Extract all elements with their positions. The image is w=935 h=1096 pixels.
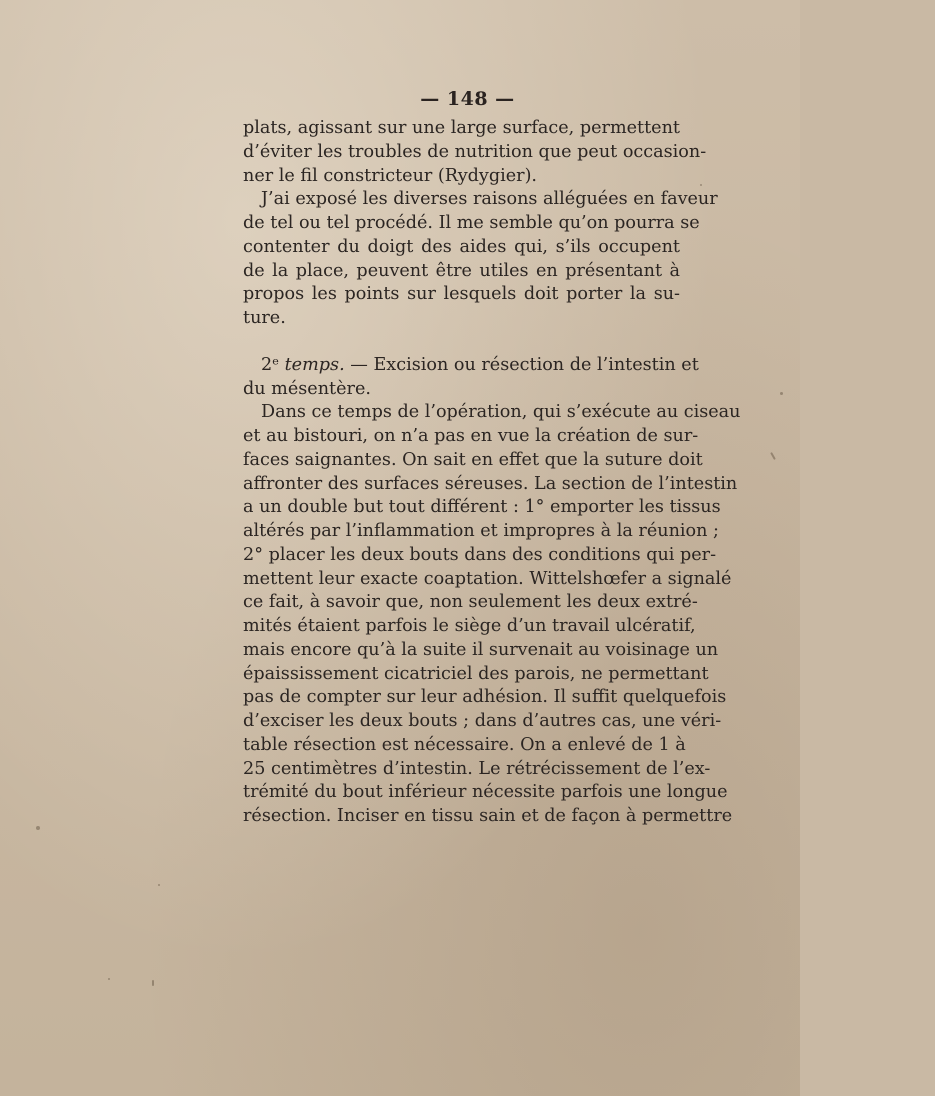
text-line: mais encore qu’à la suite il survenait au voisinage un [243, 639, 719, 660]
section-heading-line [243, 354, 699, 378]
heading-italic-word: temps. [284, 354, 345, 375]
page-number: — 148 — [420, 88, 515, 110]
text-line: trémité du bout inférieur nécessite parfois une longue [243, 782, 728, 803]
text-line: affronter des surfaces séreuses. La section de l’intestin [243, 473, 738, 494]
text-line: de la place, peuvent être utiles en présentant à [243, 260, 680, 281]
text-line: de tel ou tel procédé. Il me semble qu’on pourra se [243, 213, 700, 233]
text-line: a un double but tout différent : 1° emporter les tissus [243, 497, 721, 518]
text-line: table résection est nécessaire. On a enlevé de 1 à [243, 734, 686, 755]
text-line: mités étaient parfois le siège d’un travail ulcératif, [243, 616, 696, 636]
text-line: 2° placer les deux bouts dans des conditions qui per- [243, 544, 717, 565]
paper-speck [700, 184, 702, 186]
text-line: plats, agissant sur une large surface, permettent [243, 118, 680, 138]
text-line: Dans ce temps de l’opération, qui s’exécute au ciseau [261, 402, 741, 423]
paper-speck [770, 452, 776, 460]
text-line: propos les points sur lesquels doit porter la su- [243, 284, 680, 305]
text-line: altérés par l’inflammation et impropres à la réunion ; [243, 521, 719, 541]
text-line: ner le fil constricteur (Rydygier). [243, 165, 538, 186]
paragraph-gap [243, 331, 680, 354]
text-line: et au bistouri, on n’a pas en vue la création de sur- [243, 426, 699, 446]
paper-speck [108, 978, 110, 980]
paper-speck [780, 392, 783, 395]
text-line: d’éviter les troubles de nutrition que peut occasion- [243, 141, 707, 162]
text-line: d’exciser les deux bouts ; dans d’autres cas, une véri- [243, 711, 722, 731]
heading-suffix: — Excision ou résection de l’intestin et [344, 354, 699, 375]
paper-speck [36, 826, 40, 830]
text-line: pas de compter sur leur adhésion. Il suffit quelquefois [243, 687, 727, 708]
body-text [243, 117, 741, 829]
text-line: du mésentère. [243, 378, 371, 399]
paper-speck [158, 884, 160, 886]
text-line: J’ai exposé les diverses raisons alléguées en faveur [261, 189, 718, 210]
text-line: 25 centimètres d’intestin. Le rétrécissement de l’ex- [243, 758, 711, 779]
paper-speck [152, 980, 154, 986]
text-line: mettent leur exacte coaptation. Wittelshœfer a signalé [243, 568, 732, 589]
text-line: ture. [243, 308, 286, 328]
text-line: faces saignantes. On sait en effet que la suture doit [243, 449, 703, 470]
heading-number: 2ᵉ [261, 354, 285, 375]
text-line: contenter du doigt des aides qui, s’ils occupent [243, 236, 680, 257]
text-line: épaississement cicatriciel des parois, ne permettant [243, 663, 709, 684]
text-line: résection. Inciser en tissu sain et de façon à permettre [243, 806, 733, 826]
text-line: ce fait, à savoir que, non seulement les deux extré- [243, 592, 698, 613]
